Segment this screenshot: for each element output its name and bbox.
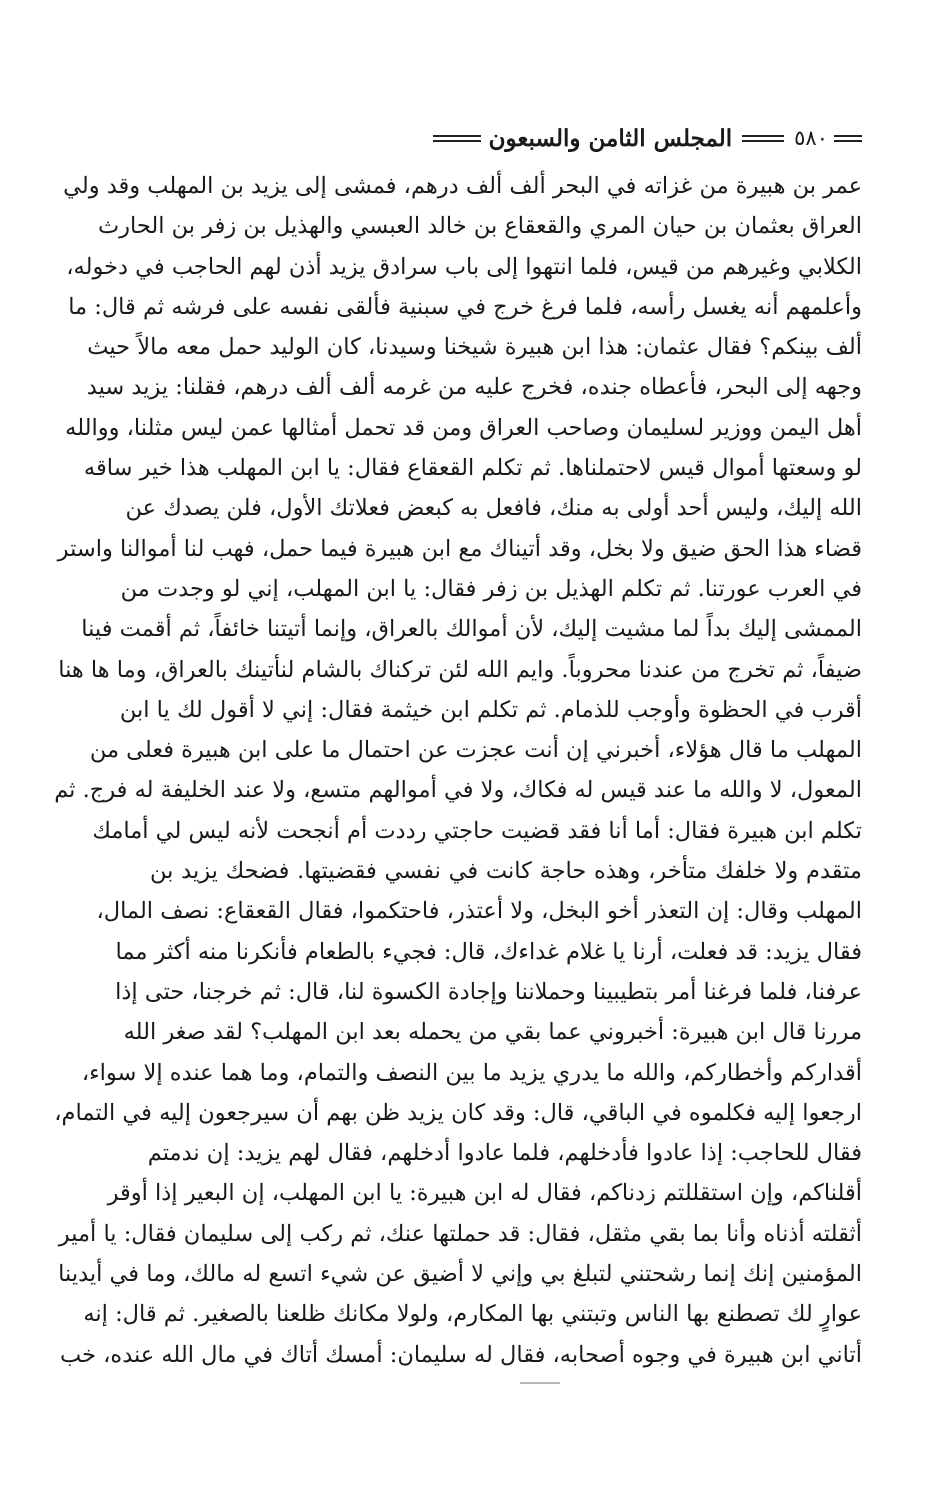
text-line: المهلب وقال: إن التعذر أخو البخل، ولا أعتذر، فاحتكموا، فقال القعقاع: نصف المال، xyxy=(96,898,862,925)
text-line: الكلابي وغيرهم من قيس، فلما انتهوا إلى باب سرادق يزيد أذن لهم الحاجب في دخوله، xyxy=(66,253,862,280)
text-line: المؤمنين إنك إنما رشحتني لتبلغ بي وإني لا أضيق عن شيء اتسع له مالك، وما في أيدينا xyxy=(58,1261,862,1288)
footer-mark xyxy=(520,1382,560,1384)
text-line: أهل اليمن ووزير لسليمان وصاحب العراق ومن قد تحمل أمثالها عمن ليس مثلنا، ووالله xyxy=(65,414,862,441)
text-line: قضاء هذا الحق ضيق ولا بخل، وقد أتيناك مع ابن هبيرة فيما حمل، فهب لنا أموالنا واستر xyxy=(57,535,862,562)
chapter-title: المجلس الثامن والسبعون xyxy=(488,124,733,152)
text-line: ألف بينكم؟ فقال عثمان: هذا ابن هبيرة شيخنا وسيدنا، كان الوليد حمل معه مالاً حيث xyxy=(87,334,862,361)
page-number: ٥٨٠ xyxy=(794,126,828,150)
body-text xyxy=(54,166,862,1375)
text-line: فقال للحاجب: إذا عادوا فأدخلهم، فلما عادوا أدخلهم، فقال لهم يزيد: إن ندمتم xyxy=(147,1140,862,1167)
text-line: المعول، لا والله ما عند قيس له فكاك، ولا في أموالهم متسع، ولا عند الخليفة له فرج. ثم xyxy=(54,777,862,804)
text-line: العراق بعثمان بن حيان المري والقعقاع بن خالد العبسي والهذيل بن زفر بن الحارث xyxy=(97,213,862,240)
running-header xyxy=(150,118,862,158)
header-rule-end xyxy=(433,135,481,142)
text-line: عرفنا، فلما فرغنا أمر بتطيبينا وحملاننا وإجادة الكسوة لنا، قال: ثم خرجنا، حتى إذا xyxy=(115,978,862,1005)
header-rule-middle xyxy=(742,135,784,142)
text-line: أثقلته أذناه وأنا بما بقي مثقل، فقال: قد حملتها عنك، ثم ركب إلى سليمان فقال: يا أمير xyxy=(58,1220,862,1247)
text-line: فقال يزيد: قد فعلت، أرنا يا غلام غداءك، قال: فجيء بالطعام فأنكرنا منه أكثر مما xyxy=(115,938,862,965)
text-line: مررنا قال ابن هبيرة: أخبروني عما بقي من يحمله بعد ابن المهلب؟ لقد صغر الله xyxy=(123,1019,862,1046)
text-line: ضيفاً، ثم تخرج من عندنا محروباً. وايم الله لئن تركناك بالشام لنأتينك بالعراق، وما ها هنا xyxy=(58,656,862,683)
text-line: أقرب في الحظوة وأوجب للذمام. ثم تكلم ابن خيثمة فقال: إني لا أقول لك يا ابن xyxy=(119,696,862,723)
text-line: عوارٍ لك تصطنع بها الناس وتبتني بها المكارم، ولولا مكانك ظلعنا بالصغير. ثم قال: إنه xyxy=(83,1301,862,1328)
text-line: أقداركم وأخطاركم، والله ما يدري يزيد ما بين النصف والتمام، وما هما عنده إلا سواء، xyxy=(81,1059,862,1086)
text-line: الممشى إليك بداً لما مشيت إليك، لأن أموالك بالعراق، وإنما أتيتنا خائفاً، ثم أقمت فينا xyxy=(81,616,862,643)
text-line: أقلناكم، وإن استقللتم زدناكم، فقال له ابن هبيرة: يا ابن المهلب، إن البعير إذا أوقر xyxy=(107,1180,862,1207)
text-line: المهلب ما قال هؤلاء، أخبرني إن أنت عجزت عن احتمال ما على ابن هبيرة فعلى من xyxy=(89,737,862,764)
text-line: عمر بن هبيرة من غزاته في البحر ألف ألف درهم، فمشى إلى يزيد بن المهلب وقد ولي xyxy=(63,173,862,199)
text-line: لو وسعتها أموال قيس لاحتملناها. ثم تكلم القعقاع فقال: يا ابن المهلب هذا خير ساقه xyxy=(83,455,862,482)
text-line: في العرب عورتنا. ثم تكلم الهذيل بن زفر فقال: يا ابن المهلب، إني لو وجدت من xyxy=(120,575,862,602)
text-line: الله إليك، وليس أحد أولى به منك، فافعل به كبعض فعلاتك الأول، فلن يصدك عن xyxy=(125,495,862,522)
text-line: ارجعوا إليه فكلموه في الباقي، قال: وقد كان يزيد ظن بهم أن سيرجعون إليه في التمام، xyxy=(54,1099,862,1126)
header-rule-start xyxy=(834,135,862,142)
text-line: تكلم ابن هبيرة فقال: أما أنا فقد قضيت حاجتي رددت أم أنجحت لأنه ليس لي أمامك xyxy=(92,817,862,844)
text-line: أتاني ابن هبيرة في وجوه أصحابه، فقال له سليمان: أمسك أتاك في مال الله عنده، خب xyxy=(59,1341,862,1368)
text-line: وأعلمهم أنه يغسل رأسه، فلما فرغ خرج في سبنية فألقى نفسه على فرشه ثم قال: ما xyxy=(68,293,862,320)
text-line: متقدم ولا خلفك متأخر، وهذه حاجة كانت في نفسي فقضيتها. فضحك يزيد بن xyxy=(150,858,862,885)
text-line: وجهه إلى البحر، فأعطاه جنده، فخرج عليه من غرمه ألف ألف درهم، فقلنا: يزيد سيد xyxy=(86,374,862,401)
